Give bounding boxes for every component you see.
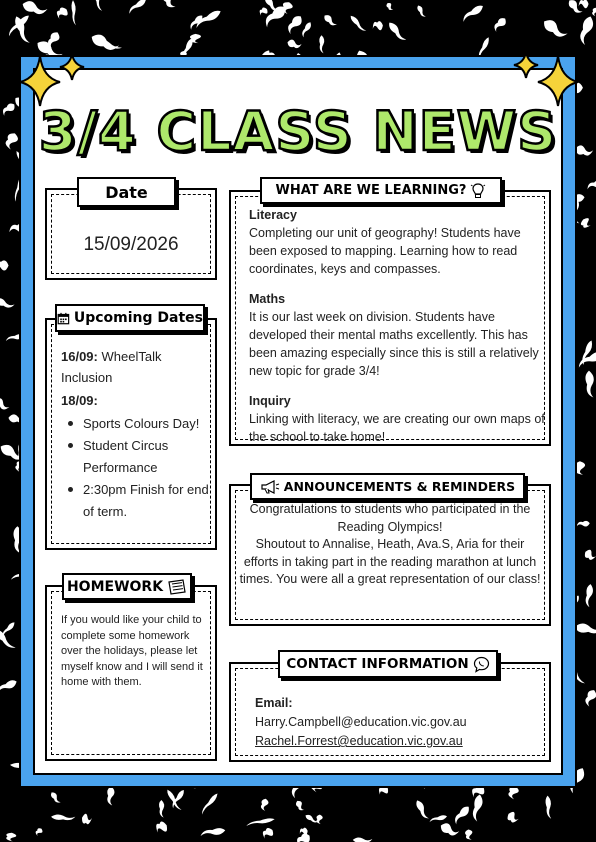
upcoming-item-1 bbox=[61, 346, 213, 388]
upcoming-item-2-date bbox=[61, 390, 213, 411]
contact-label: Email: bbox=[255, 696, 293, 710]
contact-heading-label: CONTACT INFORMATION bbox=[286, 656, 469, 672]
learning-heading bbox=[260, 177, 502, 204]
upcoming-heading-label: Upcoming Dates bbox=[73, 310, 203, 326]
announcement-1: Congratulations to students who participated in the Reading Olympics! bbox=[249, 502, 531, 534]
list-item: Student Circus Performance bbox=[61, 435, 213, 479]
upcoming-content bbox=[61, 346, 213, 523]
section-text: Completing our unit of geography! Students have been exposed to mapping. Learning how to read coordinates, keys and compasses. bbox=[249, 226, 521, 276]
email-2-link[interactable]: Rachel.Forrest@education.vic.gov.au bbox=[255, 734, 463, 748]
upcoming-item-2-date-label: 18/09: bbox=[61, 393, 98, 408]
learning-section-inquiry bbox=[249, 392, 545, 446]
section-text: Linking with literacy, we are creating our own maps of the school to take home! bbox=[249, 412, 545, 444]
section-title: Inquiry bbox=[249, 394, 291, 408]
upcoming-item-1-date: 16/09: bbox=[61, 349, 98, 364]
announcements-heading-label: ANNOUNCEMENTS & REMINDERS bbox=[283, 479, 516, 494]
page-title: 3/4 CLASS NEWS bbox=[38, 100, 558, 163]
contact-heading bbox=[278, 650, 498, 678]
speech-bubble-icon bbox=[473, 656, 490, 673]
learning-content bbox=[249, 206, 545, 446]
announcements-heading bbox=[250, 473, 525, 500]
upcoming-item-2-list bbox=[61, 413, 213, 523]
date-heading bbox=[77, 177, 176, 207]
date-value: 15/09/2026 bbox=[83, 234, 179, 255]
learning-heading-label: WHAT ARE WE LEARNING? bbox=[275, 183, 467, 198]
section-text: It is our last week on division. Students have developed their mental maths excellently. This has been amazing especially since this is still a relatively new topic for grade 3/4! bbox=[249, 310, 539, 378]
notebook-icon bbox=[167, 579, 187, 595]
homework-heading bbox=[62, 573, 192, 600]
calendar-icon bbox=[57, 311, 70, 326]
upcoming-dates-box bbox=[45, 318, 217, 550]
homework-text: If you would like your child to complete some homework over the holidays, please let myself know and I will send it home with them. bbox=[61, 614, 203, 688]
homework-heading-label: HOMEWORK bbox=[66, 578, 164, 595]
announcements-content bbox=[237, 501, 543, 589]
megaphone-icon bbox=[260, 479, 280, 495]
homework-box bbox=[45, 585, 217, 761]
email-1: Harry.Campbell@education.vic.gov.au bbox=[255, 715, 467, 729]
list-item: Sports Colours Day! bbox=[61, 413, 213, 435]
section-title: Literacy bbox=[249, 208, 297, 222]
announcement-2: Shoutout to Annalise, Heath, Ava.S, Aria for their efforts in taking part in the reading marathon at lunch times. You were all a great representation of our class! bbox=[239, 537, 541, 586]
learning-box bbox=[229, 190, 551, 446]
announcements-box bbox=[229, 484, 551, 626]
contact-content bbox=[255, 694, 545, 751]
list-item: 2:30pm Finish for end of term. bbox=[61, 479, 213, 523]
learning-section-maths bbox=[249, 290, 545, 380]
upcoming-heading bbox=[55, 304, 205, 332]
upcoming-item-1-text: WheelTalk Inclusion bbox=[61, 349, 162, 385]
section-title: Maths bbox=[249, 292, 286, 306]
lightbulb-icon bbox=[470, 182, 486, 200]
date-heading-label: Date bbox=[105, 182, 148, 202]
learning-section-literacy bbox=[249, 206, 545, 278]
